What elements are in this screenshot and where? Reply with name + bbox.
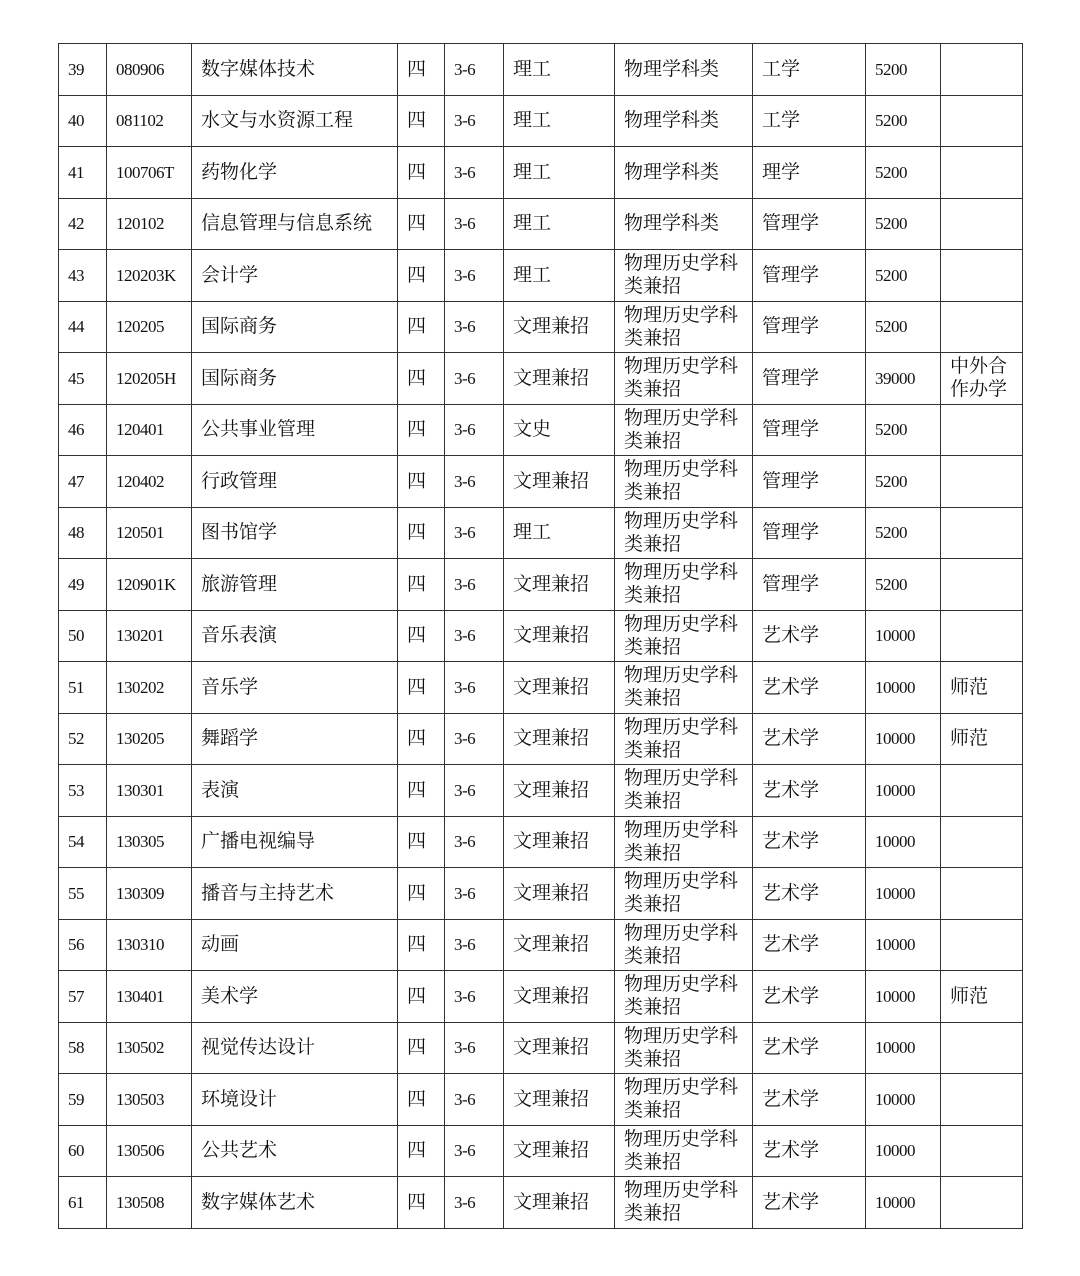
cell-category: 文理兼招 xyxy=(504,1125,615,1177)
cell-subject-requirement: 物理历史学科类兼招 xyxy=(615,610,753,662)
cell-index: 47 xyxy=(59,456,107,508)
cell-major-name: 国际商务 xyxy=(192,301,398,353)
cell-duration: 四 xyxy=(398,301,445,353)
cell-duration: 四 xyxy=(398,147,445,199)
cell-category: 文理兼招 xyxy=(504,559,615,611)
table-row xyxy=(59,919,1023,971)
cell-remark: 师范 xyxy=(941,971,1023,1023)
cell-remark xyxy=(941,1074,1023,1126)
cell-remark xyxy=(941,765,1023,817)
table-row xyxy=(59,868,1023,920)
cell-category: 文理兼招 xyxy=(504,816,615,868)
cell-category: 理工 xyxy=(504,507,615,559)
cell-tuition: 10000 xyxy=(866,1022,941,1074)
cell-remark xyxy=(941,456,1023,508)
cell-study-years: 3-6 xyxy=(445,198,504,250)
cell-remark xyxy=(941,507,1023,559)
cell-duration: 四 xyxy=(398,713,445,765)
cell-major-code: 130310 xyxy=(107,919,192,971)
cell-remark xyxy=(941,816,1023,868)
cell-index: 49 xyxy=(59,559,107,611)
cell-study-years: 3-6 xyxy=(445,1022,504,1074)
cell-tuition: 10000 xyxy=(866,816,941,868)
cell-subject-requirement: 物理历史学科类兼招 xyxy=(615,301,753,353)
cell-study-years: 3-6 xyxy=(445,610,504,662)
table-row xyxy=(59,662,1023,714)
cell-major-code: 120901K xyxy=(107,559,192,611)
table-row xyxy=(59,147,1023,199)
cell-major-code: 081102 xyxy=(107,95,192,147)
cell-subject-requirement: 物理历史学科类兼招 xyxy=(615,919,753,971)
cell-remark: 师范 xyxy=(941,662,1023,714)
cell-index: 46 xyxy=(59,404,107,456)
cell-category: 文理兼招 xyxy=(504,765,615,817)
cell-remark xyxy=(941,147,1023,199)
cell-major-name: 音乐表演 xyxy=(192,610,398,662)
cell-degree: 艺术学 xyxy=(753,662,866,714)
cell-category: 文史 xyxy=(504,404,615,456)
table-row xyxy=(59,250,1023,302)
cell-major-name: 广播电视编导 xyxy=(192,816,398,868)
cell-index: 59 xyxy=(59,1074,107,1126)
cell-tuition: 5200 xyxy=(866,250,941,302)
cell-duration: 四 xyxy=(398,610,445,662)
cell-study-years: 3-6 xyxy=(445,353,504,405)
cell-subject-requirement: 物理历史学科类兼招 xyxy=(615,250,753,302)
cell-major-code: 120102 xyxy=(107,198,192,250)
cell-category: 文理兼招 xyxy=(504,662,615,714)
cell-degree: 艺术学 xyxy=(753,868,866,920)
cell-tuition: 10000 xyxy=(866,919,941,971)
cell-index: 54 xyxy=(59,816,107,868)
cell-study-years: 3-6 xyxy=(445,765,504,817)
cell-major-code: 120203K xyxy=(107,250,192,302)
cell-degree: 艺术学 xyxy=(753,1074,866,1126)
cell-study-years: 3-6 xyxy=(445,456,504,508)
table-row xyxy=(59,1074,1023,1126)
cell-category: 文理兼招 xyxy=(504,301,615,353)
cell-tuition: 5200 xyxy=(866,456,941,508)
cell-index: 61 xyxy=(59,1177,107,1229)
table-row xyxy=(59,353,1023,405)
cell-duration: 四 xyxy=(398,765,445,817)
cell-major-name: 信息管理与信息系统 xyxy=(192,198,398,250)
cell-category: 文理兼招 xyxy=(504,713,615,765)
cell-major-code: 120402 xyxy=(107,456,192,508)
table-row xyxy=(59,713,1023,765)
cell-study-years: 3-6 xyxy=(445,816,504,868)
cell-subject-requirement: 物理学科类 xyxy=(615,198,753,250)
cell-category: 文理兼招 xyxy=(504,919,615,971)
cell-category: 理工 xyxy=(504,95,615,147)
cell-subject-requirement: 物理历史学科类兼招 xyxy=(615,456,753,508)
cell-duration: 四 xyxy=(398,404,445,456)
cell-remark xyxy=(941,250,1023,302)
cell-study-years: 3-6 xyxy=(445,44,504,96)
cell-index: 57 xyxy=(59,971,107,1023)
table-row xyxy=(59,610,1023,662)
cell-remark xyxy=(941,559,1023,611)
cell-tuition: 5200 xyxy=(866,95,941,147)
cell-index: 60 xyxy=(59,1125,107,1177)
cell-remark xyxy=(941,1125,1023,1177)
cell-index: 42 xyxy=(59,198,107,250)
cell-subject-requirement: 物理历史学科类兼招 xyxy=(615,1074,753,1126)
cell-degree: 理学 xyxy=(753,147,866,199)
cell-tuition: 5200 xyxy=(866,507,941,559)
cell-remark xyxy=(941,198,1023,250)
cell-category: 文理兼招 xyxy=(504,456,615,508)
cell-index: 39 xyxy=(59,44,107,96)
cell-category: 文理兼招 xyxy=(504,1022,615,1074)
cell-degree: 艺术学 xyxy=(753,971,866,1023)
cell-tuition: 5200 xyxy=(866,301,941,353)
cell-major-code: 130305 xyxy=(107,816,192,868)
cell-remark xyxy=(941,404,1023,456)
table-row xyxy=(59,198,1023,250)
cell-subject-requirement: 物理学科类 xyxy=(615,95,753,147)
cell-major-name: 舞蹈学 xyxy=(192,713,398,765)
cell-subject-requirement: 物理历史学科类兼招 xyxy=(615,868,753,920)
cell-category: 文理兼招 xyxy=(504,610,615,662)
cell-tuition: 10000 xyxy=(866,1074,941,1126)
cell-subject-requirement: 物理历史学科类兼招 xyxy=(615,404,753,456)
cell-subject-requirement: 物理历史学科类兼招 xyxy=(615,713,753,765)
cell-tuition: 39000 xyxy=(866,353,941,405)
cell-subject-requirement: 物理历史学科类兼招 xyxy=(615,353,753,405)
cell-degree: 管理学 xyxy=(753,456,866,508)
cell-tuition: 5200 xyxy=(866,147,941,199)
cell-major-name: 旅游管理 xyxy=(192,559,398,611)
cell-category: 文理兼招 xyxy=(504,353,615,405)
cell-tuition: 10000 xyxy=(866,1125,941,1177)
cell-major-code: 080906 xyxy=(107,44,192,96)
cell-major-name: 会计学 xyxy=(192,250,398,302)
cell-major-code: 130506 xyxy=(107,1125,192,1177)
cell-category: 文理兼招 xyxy=(504,1177,615,1229)
table-row xyxy=(59,1125,1023,1177)
cell-major-code: 130401 xyxy=(107,971,192,1023)
cell-index: 44 xyxy=(59,301,107,353)
cell-major-name: 药物化学 xyxy=(192,147,398,199)
cell-duration: 四 xyxy=(398,95,445,147)
cell-duration: 四 xyxy=(398,1125,445,1177)
cell-study-years: 3-6 xyxy=(445,1177,504,1229)
cell-degree: 艺术学 xyxy=(753,1177,866,1229)
cell-degree: 艺术学 xyxy=(753,816,866,868)
cell-study-years: 3-6 xyxy=(445,507,504,559)
cell-remark xyxy=(941,95,1023,147)
cell-category: 理工 xyxy=(504,147,615,199)
table-row xyxy=(59,456,1023,508)
cell-index: 41 xyxy=(59,147,107,199)
cell-study-years: 3-6 xyxy=(445,147,504,199)
cell-index: 53 xyxy=(59,765,107,817)
cell-index: 56 xyxy=(59,919,107,971)
cell-index: 51 xyxy=(59,662,107,714)
cell-duration: 四 xyxy=(398,919,445,971)
cell-tuition: 5200 xyxy=(866,404,941,456)
cell-degree: 艺术学 xyxy=(753,713,866,765)
table-row xyxy=(59,765,1023,817)
cell-degree: 艺术学 xyxy=(753,919,866,971)
cell-index: 50 xyxy=(59,610,107,662)
cell-remark xyxy=(941,1022,1023,1074)
cell-tuition: 10000 xyxy=(866,713,941,765)
table-row xyxy=(59,1177,1023,1229)
cell-major-code: 130309 xyxy=(107,868,192,920)
cell-study-years: 3-6 xyxy=(445,559,504,611)
cell-category: 理工 xyxy=(504,250,615,302)
table-row xyxy=(59,816,1023,868)
cell-major-code: 120205H xyxy=(107,353,192,405)
table-row xyxy=(59,559,1023,611)
cell-degree: 工学 xyxy=(753,44,866,96)
cell-duration: 四 xyxy=(398,1177,445,1229)
cell-remark xyxy=(941,919,1023,971)
cell-remark xyxy=(941,868,1023,920)
cell-duration: 四 xyxy=(398,662,445,714)
cell-study-years: 3-6 xyxy=(445,919,504,971)
cell-major-name: 播音与主持艺术 xyxy=(192,868,398,920)
cell-major-name: 水文与水资源工程 xyxy=(192,95,398,147)
cell-remark: 师范 xyxy=(941,713,1023,765)
cell-study-years: 3-6 xyxy=(445,1074,504,1126)
table-body xyxy=(59,44,1023,1229)
cell-duration: 四 xyxy=(398,353,445,405)
cell-tuition: 5200 xyxy=(866,559,941,611)
cell-degree: 艺术学 xyxy=(753,610,866,662)
cell-index: 52 xyxy=(59,713,107,765)
cell-degree: 管理学 xyxy=(753,353,866,405)
cell-major-name: 数字媒体艺术 xyxy=(192,1177,398,1229)
cell-subject-requirement: 物理学科类 xyxy=(615,44,753,96)
cell-category: 文理兼招 xyxy=(504,1074,615,1126)
cell-major-code: 130202 xyxy=(107,662,192,714)
cell-subject-requirement: 物理历史学科类兼招 xyxy=(615,816,753,868)
cell-major-code: 130508 xyxy=(107,1177,192,1229)
cell-subject-requirement: 物理历史学科类兼招 xyxy=(615,1125,753,1177)
cell-major-code: 120501 xyxy=(107,507,192,559)
cell-major-code: 120205 xyxy=(107,301,192,353)
cell-major-name: 视觉传达设计 xyxy=(192,1022,398,1074)
cell-index: 55 xyxy=(59,868,107,920)
cell-major-code: 130502 xyxy=(107,1022,192,1074)
cell-tuition: 10000 xyxy=(866,868,941,920)
cell-study-years: 3-6 xyxy=(445,301,504,353)
cell-major-code: 130205 xyxy=(107,713,192,765)
cell-subject-requirement: 物理历史学科类兼招 xyxy=(615,971,753,1023)
cell-remark xyxy=(941,44,1023,96)
cell-degree: 管理学 xyxy=(753,250,866,302)
cell-major-name: 环境设计 xyxy=(192,1074,398,1126)
cell-duration: 四 xyxy=(398,507,445,559)
cell-duration: 四 xyxy=(398,868,445,920)
cell-category: 理工 xyxy=(504,198,615,250)
cell-major-code: 130503 xyxy=(107,1074,192,1126)
cell-degree: 管理学 xyxy=(753,301,866,353)
cell-major-name: 美术学 xyxy=(192,971,398,1023)
cell-duration: 四 xyxy=(398,1022,445,1074)
cell-major-code: 120401 xyxy=(107,404,192,456)
cell-index: 40 xyxy=(59,95,107,147)
cell-remark xyxy=(941,610,1023,662)
cell-subject-requirement: 物理学科类 xyxy=(615,147,753,199)
cell-degree: 管理学 xyxy=(753,198,866,250)
cell-major-name: 行政管理 xyxy=(192,456,398,508)
table-row xyxy=(59,1022,1023,1074)
cell-subject-requirement: 物理历史学科类兼招 xyxy=(615,662,753,714)
table-row xyxy=(59,95,1023,147)
table-row xyxy=(59,971,1023,1023)
cell-study-years: 3-6 xyxy=(445,250,504,302)
cell-subject-requirement: 物理历史学科类兼招 xyxy=(615,507,753,559)
cell-degree: 艺术学 xyxy=(753,1022,866,1074)
cell-duration: 四 xyxy=(398,1074,445,1126)
cell-degree: 艺术学 xyxy=(753,765,866,817)
cell-major-code: 130301 xyxy=(107,765,192,817)
cell-major-name: 公共艺术 xyxy=(192,1125,398,1177)
cell-study-years: 3-6 xyxy=(445,868,504,920)
cell-study-years: 3-6 xyxy=(445,404,504,456)
cell-duration: 四 xyxy=(398,816,445,868)
cell-duration: 四 xyxy=(398,44,445,96)
cell-major-name: 图书馆学 xyxy=(192,507,398,559)
cell-major-name: 表演 xyxy=(192,765,398,817)
cell-major-code: 100706T xyxy=(107,147,192,199)
cell-duration: 四 xyxy=(398,250,445,302)
cell-tuition: 10000 xyxy=(866,1177,941,1229)
cell-subject-requirement: 物理历史学科类兼招 xyxy=(615,1177,753,1229)
cell-index: 48 xyxy=(59,507,107,559)
table-row xyxy=(59,404,1023,456)
cell-category: 文理兼招 xyxy=(504,971,615,1023)
cell-degree: 艺术学 xyxy=(753,1125,866,1177)
cell-degree: 工学 xyxy=(753,95,866,147)
cell-major-name: 数字媒体技术 xyxy=(192,44,398,96)
cell-duration: 四 xyxy=(398,198,445,250)
cell-remark xyxy=(941,301,1023,353)
cell-degree: 管理学 xyxy=(753,404,866,456)
cell-tuition: 10000 xyxy=(866,971,941,1023)
cell-major-name: 国际商务 xyxy=(192,353,398,405)
cell-tuition: 5200 xyxy=(866,198,941,250)
cell-study-years: 3-6 xyxy=(445,713,504,765)
majors-table xyxy=(58,43,1023,1229)
table-row xyxy=(59,301,1023,353)
cell-index: 58 xyxy=(59,1022,107,1074)
table-row xyxy=(59,507,1023,559)
cell-study-years: 3-6 xyxy=(445,662,504,714)
cell-subject-requirement: 物理历史学科类兼招 xyxy=(615,765,753,817)
cell-major-name: 音乐学 xyxy=(192,662,398,714)
cell-remark xyxy=(941,1177,1023,1229)
cell-remark: 中外合作办学 xyxy=(941,353,1023,405)
cell-tuition: 5200 xyxy=(866,44,941,96)
cell-major-name: 动画 xyxy=(192,919,398,971)
cell-index: 43 xyxy=(59,250,107,302)
cell-tuition: 10000 xyxy=(866,765,941,817)
cell-index: 45 xyxy=(59,353,107,405)
cell-duration: 四 xyxy=(398,559,445,611)
cell-study-years: 3-6 xyxy=(445,971,504,1023)
cell-category: 文理兼招 xyxy=(504,868,615,920)
cell-study-years: 3-6 xyxy=(445,1125,504,1177)
cell-subject-requirement: 物理历史学科类兼招 xyxy=(615,559,753,611)
cell-degree: 管理学 xyxy=(753,507,866,559)
cell-major-code: 130201 xyxy=(107,610,192,662)
cell-degree: 管理学 xyxy=(753,559,866,611)
cell-tuition: 10000 xyxy=(866,610,941,662)
cell-subject-requirement: 物理历史学科类兼招 xyxy=(615,1022,753,1074)
cell-category: 理工 xyxy=(504,44,615,96)
cell-major-name: 公共事业管理 xyxy=(192,404,398,456)
cell-duration: 四 xyxy=(398,971,445,1023)
cell-duration: 四 xyxy=(398,456,445,508)
cell-tuition: 10000 xyxy=(866,662,941,714)
cell-study-years: 3-6 xyxy=(445,95,504,147)
table-row xyxy=(59,44,1023,96)
